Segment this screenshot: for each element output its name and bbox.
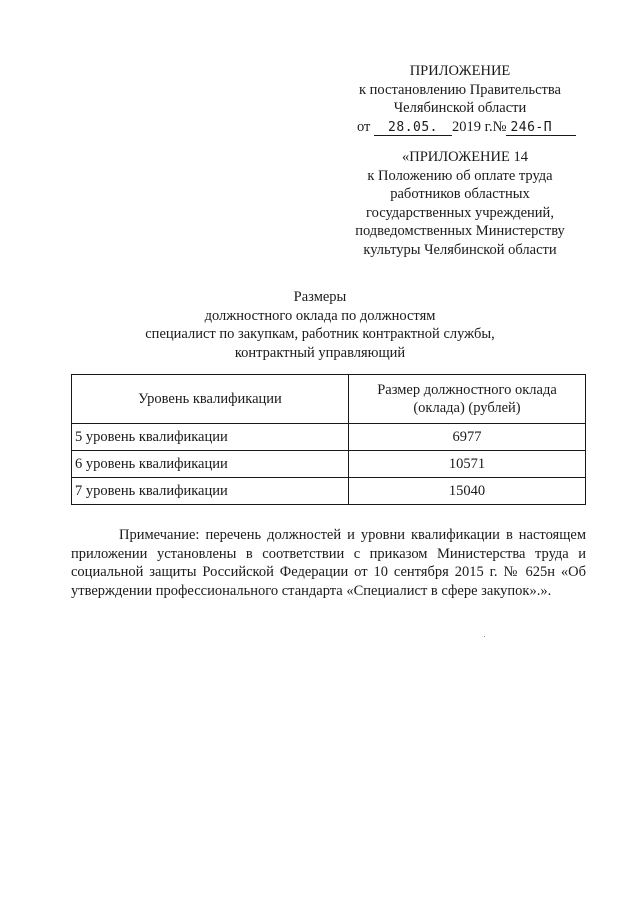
note-paragraph	[71, 526, 586, 600]
appendix-14-line-2: работников областных	[390, 186, 530, 202]
approval-line-2: Челябинской области	[393, 100, 527, 116]
decree-number: 246-П	[506, 120, 576, 136]
approval-stamp-block	[340, 62, 580, 136]
heading-line-1: Размеры	[293, 289, 347, 305]
document-heading	[120, 288, 520, 362]
appendix-14-line-4: подведомственных Министерству	[355, 223, 565, 239]
heading-line-4: контрактный управляющий	[234, 344, 406, 361]
scan-speck	[484, 636, 485, 637]
appendix-14-line-5: культуры Челябинской области	[363, 241, 557, 258]
approval-date-line	[340, 118, 580, 137]
date-prefix: от	[357, 118, 371, 135]
salary-amount-cell: 6977	[349, 424, 586, 451]
appendix-14-line-1: к Положению об оплате труда	[367, 167, 553, 184]
salary-table	[71, 374, 586, 505]
appendix-14-block	[340, 148, 580, 259]
header-salary-amount: Размер должностного оклада (оклада) (рублей)	[349, 375, 586, 424]
salary-amount-cell: 15040	[349, 478, 586, 505]
table-row	[72, 424, 586, 451]
approval-line-1: к постановлению Правительства	[359, 81, 561, 98]
approval-title: ПРИЛОЖЕНИЕ	[409, 63, 511, 79]
qualification-level-cell: 6 уровень квалификации	[72, 451, 349, 478]
qualification-level-cell: 7 уровень квалификации	[72, 478, 349, 505]
table-row	[72, 451, 586, 478]
date-value: 28.05.	[374, 120, 452, 136]
table-row	[72, 478, 586, 505]
qualification-level-cell: 5 уровень квалификации	[72, 424, 349, 451]
table-header-row	[72, 375, 586, 424]
appendix-14-title: «ПРИЛОЖЕНИЕ 14	[402, 149, 528, 165]
header-qualification-level: Уровень квалификации	[72, 375, 349, 424]
heading-line-2: должностного оклада по должностям	[204, 307, 436, 324]
salary-amount-cell: 10571	[349, 451, 586, 478]
note-text: Примечание: перечень должностей и уровни квалификации в настоящем приложении установлены в соответствии с приказом Министерства труда и социальной защиты Российской Федерации от 10 сентября 2015 г. № 625н «Об утверждении профессионального стандарта «Специалист в сфере закупок».».	[71, 527, 586, 599]
date-year: 2019 г.№	[452, 118, 507, 135]
heading-line-3: специалист по закупкам, работник контрактной службы,	[145, 326, 495, 342]
appendix-14-line-3: государственных учреждений,	[366, 204, 554, 221]
